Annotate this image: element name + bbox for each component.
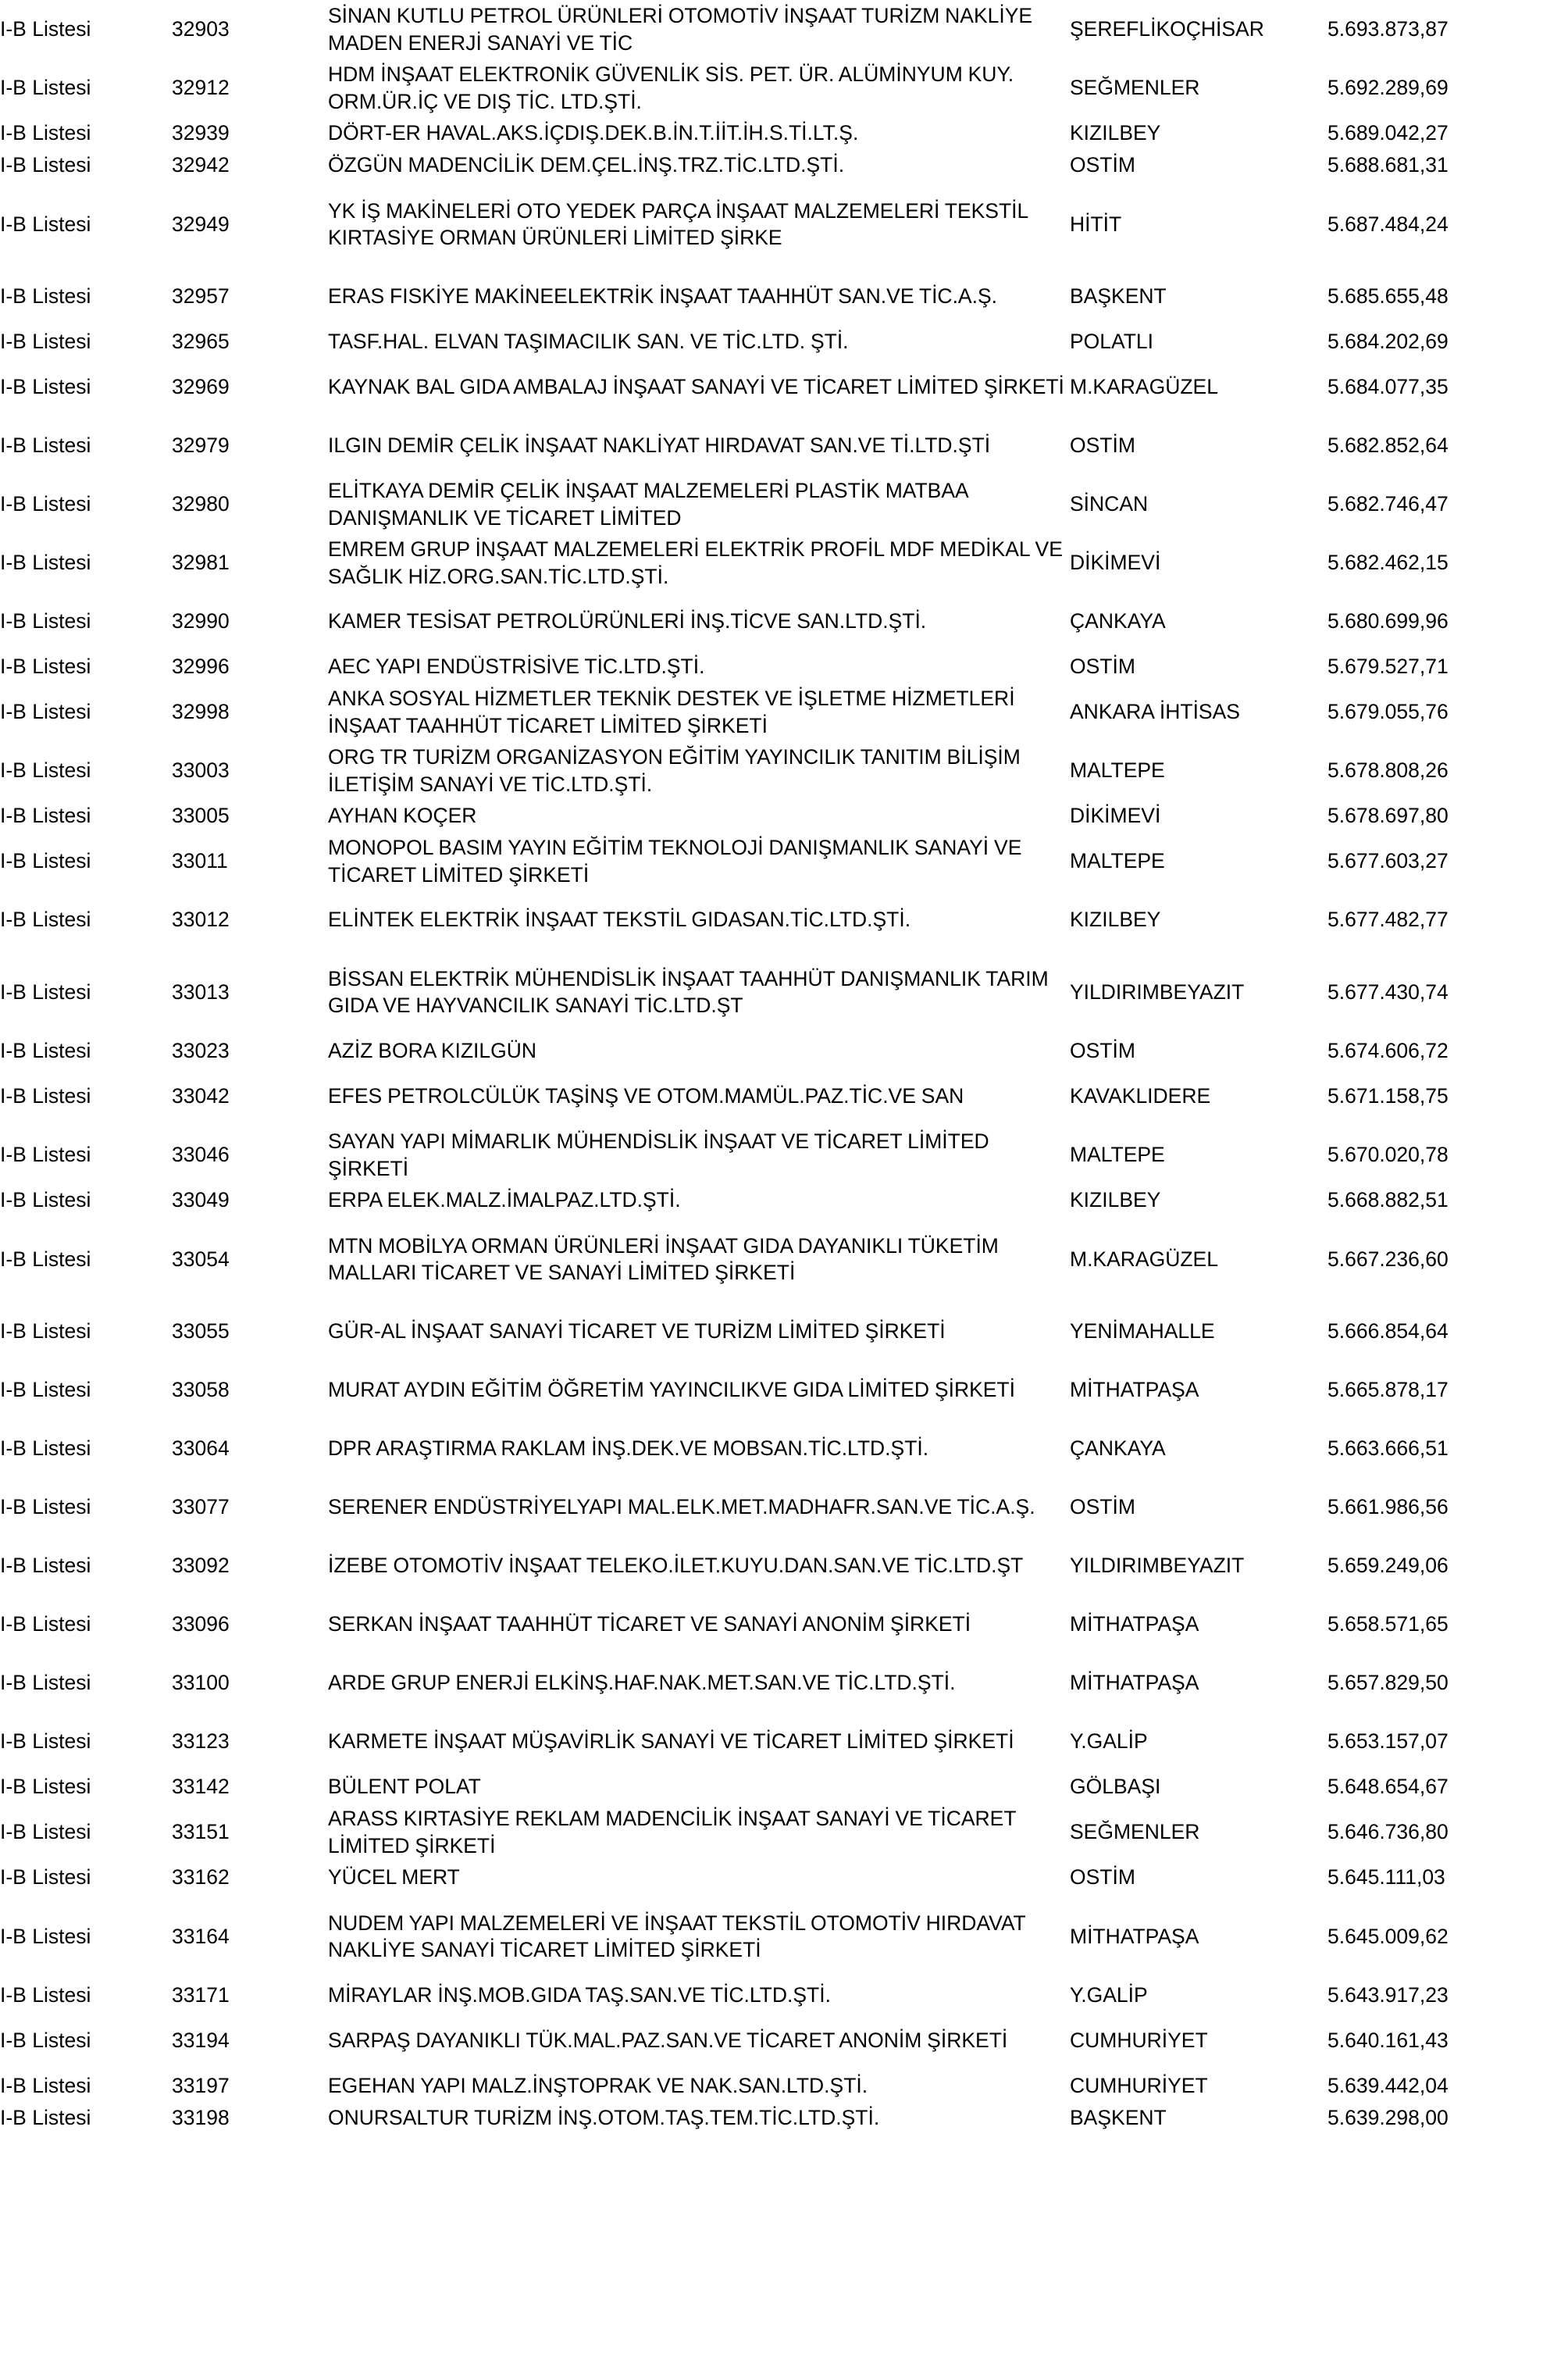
cell-taxpayer-name: ELİTKAYA DEMİR ÇELİK İNŞAAT MALZEMELERİ PLASTİK MATBAA DANIŞMANLIK VE TİCARET LİMİTED [328, 479, 968, 530]
cell-sequence-code: 33023 [172, 1039, 230, 1063]
table-row [0, 533, 1568, 592]
cell-tax-office: ÇANKAYA [1070, 1436, 1166, 1461]
cell-tax-office: DİKİMEVİ [1070, 804, 1161, 828]
table-row [0, 800, 1568, 832]
cell-tax-office: OSTİM [1070, 1495, 1135, 1519]
cell-sequence-code: 33123 [172, 1729, 230, 1754]
cell-sequence-code: 33151 [172, 1820, 230, 1844]
table-row [0, 267, 1568, 326]
cell-taxpayer-name: SERENER ENDÜSTRİYELYAPI MAL.ELK.MET.MADHAFR.SAN.VE TİC.A.Ş. [328, 1495, 1035, 1519]
cell-list-name: I-B Listesi [0, 121, 91, 145]
cell-tax-office: OSTİM [1070, 434, 1135, 458]
cell-tax-office: OSTİM [1070, 153, 1135, 177]
table-row [0, 1803, 1568, 1861]
cell-sequence-code: 33077 [172, 1495, 230, 1519]
cell-tax-office: BAŞKENT [1070, 284, 1167, 309]
cell-amount: 5.663.666,51 [1327, 1436, 1449, 1461]
table-row [0, 2102, 1568, 2134]
cell-taxpayer-name: ARASS KIRTASİYE REKLAM MADENCİLİK İNŞAAT SANAYİ VE TİCARET LİMİTED ŞİRKETİ [328, 1807, 1017, 1857]
table-row [0, 1979, 1568, 2011]
cell-list-name: I-B Listesi [0, 2074, 91, 2098]
cell-tax-office: DİKİMEVİ [1070, 551, 1161, 575]
cell-list-name: I-B Listesi [0, 1378, 91, 1402]
cell-taxpayer-name: SARPAŞ DAYANIKLI TÜK.MAL.PAZ.SAN.VE TİCARET ANONİM ŞİRKETİ [328, 2029, 1008, 2053]
cell-amount: 5.659.249,06 [1327, 1554, 1449, 1578]
table-row [0, 1216, 1568, 1302]
cell-tax-office: ŞEREFLİKOÇHİSAR [1070, 17, 1264, 41]
cell-taxpayer-name: EGEHAN YAPI MALZ.İNŞTOPRAK VE NAK.SAN.LTD.ŞTİ. [328, 2074, 868, 2098]
cell-sequence-code: 32903 [172, 17, 230, 41]
cell-sequence-code: 33054 [172, 1247, 230, 1271]
cell-amount: 5.677.603,27 [1327, 849, 1449, 873]
cell-amount: 5.670.020,78 [1327, 1143, 1449, 1167]
cell-tax-office: MİTHATPAŞA [1070, 1612, 1199, 1636]
cell-list-name: I-B Listesi [0, 1495, 91, 1519]
cell-sequence-code: 32998 [172, 700, 230, 724]
cell-amount: 5.646.736,80 [1327, 1820, 1449, 1844]
cell-amount: 5.677.430,74 [1327, 980, 1449, 1004]
table-row [0, 326, 1568, 358]
cell-list-name: I-B Listesi [0, 1143, 91, 1167]
cell-amount: 5.668.882,51 [1327, 1188, 1449, 1212]
cell-list-name: I-B Listesi [0, 76, 91, 100]
cell-taxpayer-name: İZEBE OTOMOTİV İNŞAAT TELEKO.İLET.KUYU.DAN.SAN.VE TİC.LTD.ŞT [328, 1554, 1024, 1578]
table-row [0, 0, 1568, 59]
cell-sequence-code: 33164 [172, 1924, 230, 1948]
cell-amount: 5.665.878,17 [1327, 1378, 1449, 1402]
cell-list-name: I-B Listesi [0, 1729, 91, 1754]
table-row [0, 1067, 1568, 1126]
cell-list-name: I-B Listesi [0, 17, 91, 41]
cell-taxpayer-name: SAYAN YAPI MİMARLIK MÜHENDİSLİK İNŞAAT VE TİCARET LİMİTED ŞİRKETİ [328, 1129, 989, 1180]
cell-amount: 5.667.236,60 [1327, 1247, 1449, 1271]
cell-taxpayer-name: MİRAYLAR İNŞ.MOB.GIDA TAŞ.SAN.VE TİC.LTD.ŞTİ. [328, 1983, 831, 2007]
table-row [0, 1595, 1568, 1654]
cell-list-name: I-B Listesi [0, 551, 91, 575]
cell-sequence-code: 32996 [172, 655, 230, 679]
cell-tax-office: CUMHURİYET [1070, 2074, 1208, 2098]
table-row [0, 1126, 1568, 1184]
cell-amount: 5.689.042,27 [1327, 121, 1449, 145]
cell-list-name: I-B Listesi [0, 1319, 91, 1344]
cell-tax-office: MİTHATPAŞA [1070, 1671, 1199, 1695]
cell-tax-office: SİNCAN [1070, 492, 1149, 516]
cell-amount: 5.688.681,31 [1327, 153, 1449, 177]
cell-sequence-code: 32912 [172, 76, 230, 100]
cell-taxpayer-name: SERKAN İNŞAAT TAAHHÜT TİCARET VE SANAYİ ANONİM ŞİRKETİ [328, 1612, 971, 1636]
cell-sequence-code: 33100 [172, 1671, 230, 1695]
cell-amount: 5.682.462,15 [1327, 551, 1449, 575]
cell-taxpayer-name: EMREM GRUP İNŞAAT MALZEMELERİ ELEKTRİK PROFİL MDF MEDİKAL VE SAĞLIK HİZ.ORG.SAN.TİC.LTD.ŞTİ. [328, 537, 1063, 588]
cell-tax-office: YENİMAHALLE [1070, 1319, 1215, 1344]
cell-sequence-code: 32942 [172, 153, 230, 177]
cell-taxpayer-name: EFES PETROLCÜLÜK TAŞİNŞ VE OTOM.MAMÜL.PAZ.TİC.VE SAN [328, 1084, 964, 1108]
cell-list-name: I-B Listesi [0, 609, 91, 633]
cell-taxpayer-name: AZİZ BORA KIZILGÜN [328, 1039, 536, 1063]
table-row [0, 1478, 1568, 1536]
cell-list-name: I-B Listesi [0, 1247, 91, 1271]
cell-list-name: I-B Listesi [0, 700, 91, 724]
cell-amount: 5.682.746,47 [1327, 492, 1449, 516]
cell-sequence-code: 32981 [172, 551, 230, 575]
cell-taxpayer-name: BİSSAN ELEKTRİK MÜHENDİSLİK İNŞAAT TAAHHÜT DANIŞMANLIK TARIM GIDA VE HAYVANCILIK SANAYİ TİC.LTD.ŞT [328, 966, 1049, 1017]
cell-list-name: I-B Listesi [0, 434, 91, 458]
cell-list-name: I-B Listesi [0, 284, 91, 309]
cell-amount: 5.661.986,56 [1327, 1495, 1449, 1519]
cell-taxpayer-name: ARDE GRUP ENERJİ ELKİNŞ.HAF.NAK.MET.SAN.VE TİC.LTD.ŞTİ. [328, 1671, 956, 1695]
cell-sequence-code: 33005 [172, 804, 230, 828]
cell-list-name: I-B Listesi [0, 1612, 91, 1636]
cell-list-name: I-B Listesi [0, 804, 91, 828]
cell-taxpayer-name: AYHAN KOÇER [328, 804, 477, 828]
cell-sequence-code: 32979 [172, 434, 230, 458]
cell-sequence-code: 33064 [172, 1436, 230, 1461]
cell-tax-office: POLATLI [1070, 330, 1154, 354]
table-row [0, 416, 1568, 475]
cell-sequence-code: 33171 [172, 1983, 230, 2007]
cell-tax-office: ANKARA İHTİSAS [1070, 700, 1240, 724]
cell-tax-office: GÖLBAŞI [1070, 1775, 1161, 1799]
cell-tax-office: M.KARAGÜZEL [1070, 1247, 1218, 1271]
table-row [0, 949, 1568, 1035]
table-row [0, 1861, 1568, 1893]
cell-sequence-code: 33058 [172, 1378, 230, 1402]
cell-sequence-code: 32969 [172, 375, 230, 399]
cell-amount: 5.643.917,23 [1327, 1983, 1449, 2007]
cell-sequence-code: 33011 [172, 849, 228, 873]
cell-tax-office: MALTEPE [1070, 1143, 1165, 1167]
table-row [0, 149, 1568, 181]
cell-sequence-code: 33003 [172, 758, 230, 783]
cell-sequence-code: 33042 [172, 1084, 230, 1108]
cell-sequence-code: 33197 [172, 2074, 230, 2098]
cell-list-name: I-B Listesi [0, 849, 91, 873]
cell-taxpayer-name: ORG TR TURİZM ORGANİZASYON EĞİTİM YAYINCILIK TANITIM BİLİŞİM İLETİŞİM SANAYİ VE TİC.LTD.ŞTİ. [328, 745, 1021, 796]
table-row [0, 1361, 1568, 1419]
cell-tax-office: OSTİM [1070, 1865, 1135, 1889]
cell-taxpayer-name: DPR ARAŞTIRMA RAKLAM İNŞ.DEK.VE MOBSAN.TİC.LTD.ŞTİ. [328, 1436, 929, 1461]
cell-amount: 5.687.484,24 [1327, 212, 1449, 236]
table-row [0, 1536, 1568, 1595]
cell-tax-office: HİTİT [1070, 212, 1122, 236]
table-row [0, 1035, 1568, 1067]
cell-amount: 5.682.852,64 [1327, 434, 1449, 458]
table-row [0, 358, 1568, 416]
cell-taxpayer-name: HDM İNŞAAT ELEKTRONİK GÜVENLİK SİS. PET. ÜR. ALÜMİNYUM KUY. ORM.ÜR.İÇ VE DIŞ TİC. LTD.ŞTİ. [328, 62, 1014, 113]
cell-taxpayer-name: MTN MOBİLYA ORMAN ÜRÜNLERİ İNŞAAT GIDA DAYANIKLI TÜKETİM MALLARI TİCARET VE SANAYİ LİMİTED ŞİRKETİ [328, 1233, 999, 1284]
cell-list-name: I-B Listesi [0, 1671, 91, 1695]
cell-tax-office: MALTEPE [1070, 758, 1165, 783]
cell-amount: 5.645.111,03 [1327, 1865, 1445, 1889]
cell-tax-office: MİTHATPAŞA [1070, 1378, 1199, 1402]
cell-list-name: I-B Listesi [0, 1554, 91, 1578]
table-row [0, 59, 1568, 117]
cell-amount: 5.679.055,76 [1327, 700, 1449, 724]
cell-taxpayer-name: ERAS FISKİYE MAKİNEELEKTRİK İNŞAAT TAAHHÜT SAN.VE TİC.A.Ş. [328, 284, 998, 309]
cell-amount: 5.685.655,48 [1327, 284, 1449, 309]
cell-tax-office: YILDIRIMBEYAZIT [1070, 1554, 1245, 1578]
cell-amount: 5.639.442,04 [1327, 2074, 1449, 2098]
cell-list-name: I-B Listesi [0, 1983, 91, 2007]
cell-list-name: I-B Listesi [0, 153, 91, 177]
table-row [0, 1771, 1568, 1803]
cell-amount: 5.678.697,80 [1327, 804, 1449, 828]
cell-taxpayer-name: KAMER TESİSAT PETROLÜRÜNLERİ İNŞ.TİCVE SAN.LTD.ŞTİ. [328, 609, 927, 633]
table-row [0, 1712, 1568, 1771]
cell-tax-office: SEĞMENLER [1070, 76, 1200, 100]
cell-tax-office: MİTHATPAŞA [1070, 1924, 1199, 1948]
cell-amount: 5.639.298,00 [1327, 2106, 1449, 2130]
cell-list-name: I-B Listesi [0, 1820, 91, 1844]
cell-taxpayer-name: ILGIN DEMİR ÇELİK İNŞAAT NAKLİYAT HIRDAVAT SAN.VE Tİ.LTD.ŞTİ [328, 434, 991, 458]
cell-list-name: I-B Listesi [0, 758, 91, 783]
cell-sequence-code: 33092 [172, 1554, 230, 1578]
cell-tax-office: OSTİM [1070, 655, 1135, 679]
table-row [0, 475, 1568, 533]
cell-sequence-code: 33096 [172, 1612, 230, 1636]
table-row [0, 117, 1568, 149]
table-row [0, 1654, 1568, 1712]
cell-tax-office: KIZILBEY [1070, 1188, 1161, 1212]
cell-amount: 5.671.158,75 [1327, 1084, 1449, 1108]
cell-taxpayer-name: KARMETE İNŞAAT MÜŞAVİRLİK SANAYİ VE TİCARET LİMİTED ŞİRKETİ [328, 1729, 1014, 1754]
cell-list-name: I-B Listesi [0, 2029, 91, 2053]
cell-amount: 5.666.854,64 [1327, 1319, 1449, 1344]
cell-amount: 5.648.654,67 [1327, 1775, 1449, 1799]
cell-amount: 5.640.161,43 [1327, 2029, 1449, 2053]
cell-list-name: I-B Listesi [0, 212, 91, 236]
cell-amount: 5.680.699,96 [1327, 609, 1449, 633]
cell-amount: 5.693.873,87 [1327, 17, 1449, 41]
cell-tax-office: Y.GALİP [1070, 1983, 1148, 2007]
cell-list-name: I-B Listesi [0, 1924, 91, 1948]
cell-list-name: I-B Listesi [0, 1188, 91, 1212]
cell-tax-office: KIZILBEY [1070, 121, 1161, 145]
cell-tax-office: YILDIRIMBEYAZIT [1070, 980, 1245, 1004]
table-row [0, 1302, 1568, 1361]
table-row [0, 1419, 1568, 1478]
cell-list-name: I-B Listesi [0, 492, 91, 516]
table-row [0, 1893, 1568, 1979]
cell-sequence-code: 33049 [172, 1188, 230, 1212]
cell-list-name: I-B Listesi [0, 375, 91, 399]
cell-sequence-code: 32949 [172, 212, 230, 236]
table-row [0, 890, 1568, 949]
cell-sequence-code: 33142 [172, 1775, 230, 1799]
table-row [0, 592, 1568, 651]
cell-sequence-code: 32957 [172, 284, 230, 309]
cell-tax-office: SEĞMENLER [1070, 1820, 1200, 1844]
table-row [0, 2011, 1568, 2070]
cell-list-name: I-B Listesi [0, 1084, 91, 1108]
cell-tax-office: BAŞKENT [1070, 2106, 1167, 2130]
cell-taxpayer-name: ONURSALTUR TURİZM İNŞ.OTOM.TAŞ.TEM.TİC.LTD.ŞTİ. [328, 2106, 880, 2130]
cell-sequence-code: 33194 [172, 2029, 230, 2053]
table-row [0, 741, 1568, 800]
table-row [0, 1184, 1568, 1216]
table-row [0, 832, 1568, 890]
cell-taxpayer-name: AEC YAPI ENDÜSTRİSİVE TİC.LTD.ŞTİ. [328, 655, 705, 679]
cell-taxpayer-name: TASF.HAL. ELVAN TAŞIMACILIK SAN. VE TİC.LTD. ŞTİ. [328, 330, 849, 354]
cell-taxpayer-name: MONOPOL BASIM YAYIN EĞİTİM TEKNOLOJİ DANIŞMANLIK SANAYİ VE TİCARET LİMİTED ŞİRKETİ [328, 836, 1022, 887]
table-row [0, 181, 1568, 267]
cell-tax-office: Y.GALİP [1070, 1729, 1148, 1754]
cell-tax-office: ÇANKAYA [1070, 609, 1166, 633]
cell-sequence-code: 33046 [172, 1143, 230, 1167]
cell-list-name: I-B Listesi [0, 908, 91, 932]
cell-taxpayer-name: DÖRT-ER HAVAL.AKS.İÇDIŞ.DEK.B.İN.T.İİT.İH.S.Tİ.LT.Ş. [328, 121, 859, 145]
cell-sequence-code: 33055 [172, 1319, 230, 1344]
cell-tax-office: KIZILBEY [1070, 908, 1161, 932]
cell-amount: 5.657.829,50 [1327, 1671, 1449, 1695]
cell-tax-office: M.KARAGÜZEL [1070, 375, 1218, 399]
cell-sequence-code: 33013 [172, 980, 230, 1004]
table-row [0, 2070, 1568, 2102]
cell-sequence-code: 32980 [172, 492, 230, 516]
cell-list-name: I-B Listesi [0, 330, 91, 354]
cell-list-name: I-B Listesi [0, 1865, 91, 1889]
cell-amount: 5.658.571,65 [1327, 1612, 1449, 1636]
cell-taxpayer-name: YÜCEL MERT [328, 1865, 460, 1889]
cell-taxpayer-name: BÜLENT POLAT [328, 1775, 481, 1799]
cell-amount: 5.679.527,71 [1327, 655, 1449, 679]
cell-amount: 5.677.482,77 [1327, 908, 1449, 932]
cell-tax-office: KAVAKLIDERE [1070, 1084, 1211, 1108]
cell-amount: 5.645.009,62 [1327, 1924, 1449, 1948]
cell-amount: 5.674.606,72 [1327, 1039, 1449, 1063]
cell-amount: 5.684.077,35 [1327, 375, 1449, 399]
cell-list-name: I-B Listesi [0, 980, 91, 1004]
cell-sequence-code: 32990 [172, 609, 230, 633]
cell-list-name: I-B Listesi [0, 2106, 91, 2130]
cell-tax-office: MALTEPE [1070, 849, 1165, 873]
cell-taxpayer-name: ERPA ELEK.MALZ.İMALPAZ.LTD.ŞTİ. [328, 1188, 681, 1212]
cell-taxpayer-name: ANKA SOSYAL HİZMETLER TEKNİK DESTEK VE İŞLETME HİZMETLERİ İNŞAAT TAAHHÜT TİCARET LİMİTED ŞİRKETİ [328, 687, 1015, 737]
cell-amount: 5.678.808,26 [1327, 758, 1449, 783]
cell-taxpayer-name: NUDEM YAPI MALZEMELERİ VE İNŞAAT TEKSTİL OTOMOTİV HIRDAVAT NAKLİYE SANAYİ TİCARET LİMİTED ŞİRKETİ [328, 1911, 1026, 1961]
cell-sequence-code: 33162 [172, 1865, 230, 1889]
cell-sequence-code: 32965 [172, 330, 230, 354]
cell-tax-office: OSTİM [1070, 1039, 1135, 1063]
cell-amount: 5.692.289,69 [1327, 76, 1449, 100]
cell-list-name: I-B Listesi [0, 1436, 91, 1461]
cell-list-name: I-B Listesi [0, 655, 91, 679]
cell-taxpayer-name: KAYNAK BAL GIDA AMBALAJ İNŞAAT SANAYİ VE TİCARET LİMİTED ŞİRKETİ [328, 375, 1064, 399]
table-row [0, 683, 1568, 741]
cell-taxpayer-name: GÜR-AL İNŞAAT SANAYİ TİCARET VE TURİZM LİMİTED ŞİRKETİ [328, 1319, 946, 1344]
cell-taxpayer-name: SİNAN KUTLU PETROL ÜRÜNLERİ OTOMOTİV İNŞAAT TURİZM NAKLİYE MADEN ENERJİ SANAYİ VE TİC [328, 4, 1033, 55]
table-row [0, 651, 1568, 683]
cell-sequence-code: 33012 [172, 908, 230, 932]
cell-list-name: I-B Listesi [0, 1039, 91, 1063]
cell-taxpayer-name: MURAT AYDIN EĞİTİM ÖĞRETİM YAYINCILIKVE GIDA LİMİTED ŞİRKETİ [328, 1378, 1015, 1402]
cell-tax-office: CUMHURİYET [1070, 2029, 1208, 2053]
cell-sequence-code: 32939 [172, 121, 230, 145]
cell-amount: 5.684.202,69 [1327, 330, 1449, 354]
cell-taxpayer-name: ELİNTEK ELEKTRİK İNŞAAT TEKSTİL GIDASAN.TİC.LTD.ŞTİ. [328, 908, 911, 932]
cell-taxpayer-name: ÖZGÜN MADENCİLİK DEM.ÇEL.İNŞ.TRZ.TİC.LTD.ŞTİ. [328, 153, 845, 177]
cell-amount: 5.653.157,07 [1327, 1729, 1449, 1754]
cell-sequence-code: 33198 [172, 2106, 230, 2130]
cell-taxpayer-name: YK İŞ MAKİNELERİ OTO YEDEK PARÇA İNŞAAT MALZEMELERİ TEKSTİL KIRTASİYE ORMAN ÜRÜNLERİ LİMİTED ŞİRKE [328, 198, 1028, 249]
cell-list-name: I-B Listesi [0, 1775, 91, 1799]
